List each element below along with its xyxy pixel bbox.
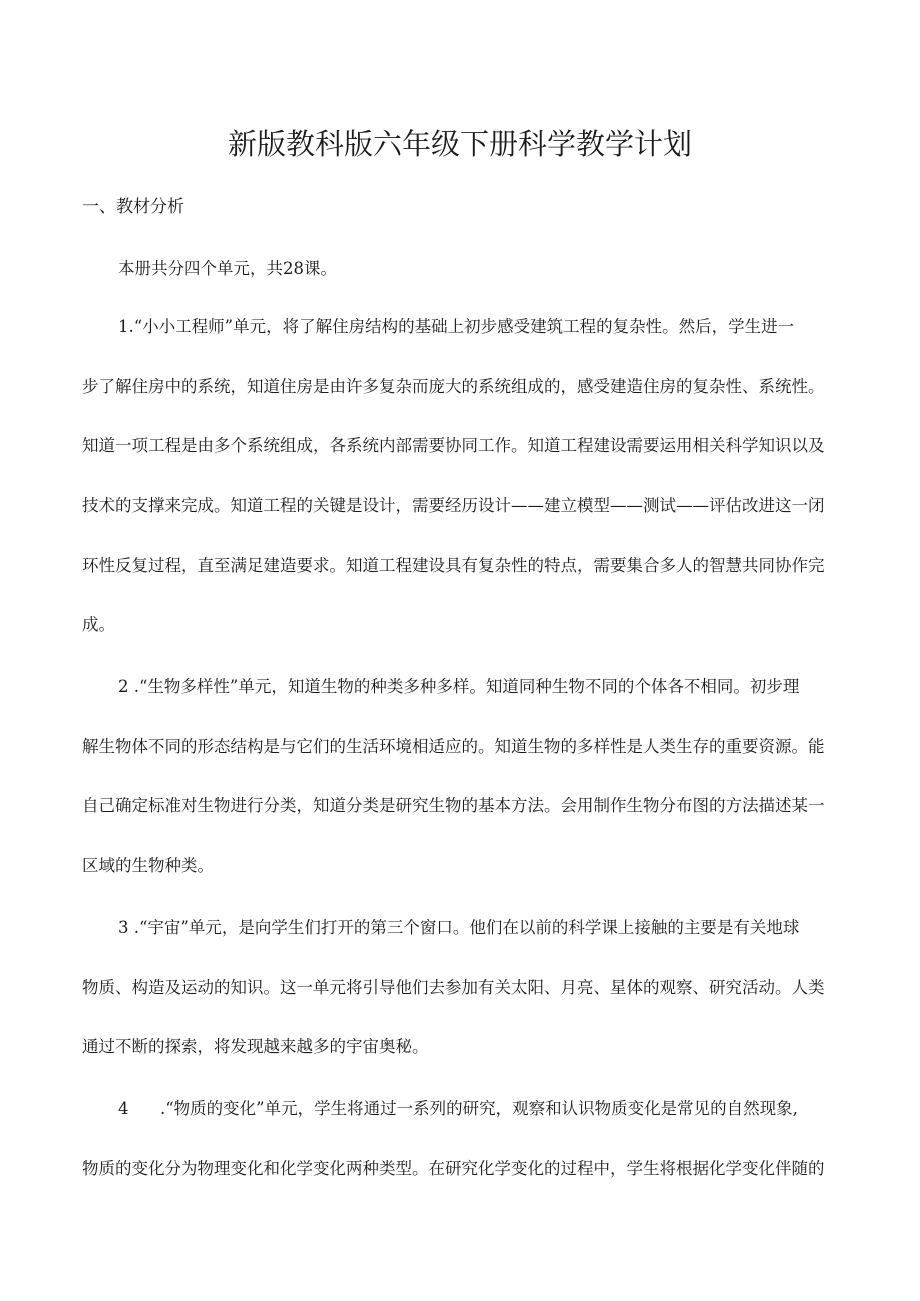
paragraph2-line: 解生物体不同的形态结构是与它们的生活环境相适应的。知道生物的多样性是人类生存的重要资源。能 [82,737,825,756]
paragraph1-line: 成。 [82,615,115,634]
paragraph1-line: 知道一项工程是由多个系统组成，各系统内部需要协同工作。知道工程建设需要运用相关科学知识以及 [82,436,825,455]
paragraph1-line: 环性反复过程，直至满足建造要求。知道工程建设具有复杂性的特点，需要集合多人的智慧共同协作完 [82,556,825,575]
paragraph1-line: 步了解住房中的系统，知道住房是由许多复杂而庞大的系统组成的，感受建造住房的复杂性、系统性。 [82,377,825,396]
paragraph2-line: 自己确定标准对生物进行分类，知道分类是研究生物的基本方法。会用制作生物分布图的方法描述某一 [82,796,825,815]
intro-text: 本册共分四个单元，共28课。 [118,259,337,278]
paragraph2-line: 区域的生物种类。 [82,856,214,875]
paragraph1-line: 技术的支撑来完成。知道工程的关键是设计，需要经历设计——建立模型——测试——评估改进这一闭 [82,496,825,515]
section-heading: 一、教材分析 [82,197,184,217]
paragraph3-line: 物质、构造及运动的知识。这一单元将引导他们去参加有关太阳、月亮、星体的观察、研究活动。人类 [82,978,825,997]
paragraph4-line: 物质的变化分为物理变化和化学变化两种类型。在研究化学变化的过程中，学生将根据化学变化伴随的 [82,1159,825,1178]
paragraph3-line: 通过不断的探索，将发现越来越多的宇宙奥秘。 [82,1037,429,1056]
paragraph1-line: 1.“小小工程师”单元，将了解住房结构的基础上初步感受建筑工程的复杂性。然后，学生进一 [118,317,795,336]
paragraph2-line: 2 .“生物多样性”单元，知道生物的种类多种多样。知道同种生物不同的个体各不相同。初步理 [118,677,800,696]
document-title: 新版教科版六年级下册科学教学计划 [227,127,692,161]
paragraph4-line: 4 .“物质的变化”单元，学生将通过一系列的研究，观察和认识物质变化是常见的自然现象, [118,1099,798,1118]
paragraph3-line: 3 .“宇宙”单元，是向学生们打开的第三个窗口。他们在以前的科学课上接触的主要是有关地球 [118,918,800,937]
